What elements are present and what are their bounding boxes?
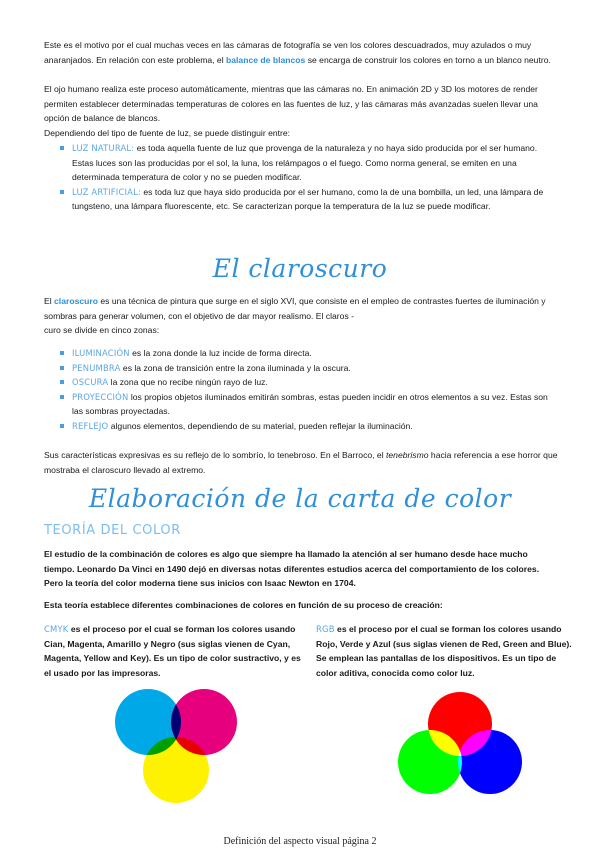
text: El [44,296,55,306]
item-text: los propios objetos iluminados emitirán sombras, estas pueden incidir en otros elementos a su vez. Estas son las sombras proyectadas. [72,391,548,417]
green-circle [398,730,462,794]
list-item [60,185,560,214]
cmyk-text: es el proceso por el cual se forman los colores usando Cian, Magenta, Amarillo y Negro (sus siglas vienen de Cyan, Magenta, Yellow and Key). Es un tipo de color sustractivo, y es el usado por las impresoras. [44,624,301,678]
item-text: es la zona de transición entre la zona iluminada y la oscura. [120,362,351,373]
cmyk-venn-diagram [108,686,248,816]
list-item [60,390,560,419]
item-label: ILUMINACIÓN [72,348,130,358]
page-footer: Definición del aspecto visual página 2 [223,836,377,847]
rgb-text: es el proceso por el cual se forman los colores usando Rojo, Verde y Azul (sus siglas vienen de Red, Green and Blue). Se emplean las pantallas de los dispositivos. Es un tipo de color aditiva, conocida como color luz. [316,624,572,678]
bullet-icon [60,146,64,150]
item-label: REFLEJO [72,420,109,431]
list-item [60,375,560,390]
cmyk-description [44,622,306,680]
section-heading-teoria-del-color: TEORÍA DEL COLOR [44,523,181,538]
item-text: es la zona donde la luz incide de forma directa. [129,348,312,358]
zones-list [60,346,560,434]
item-label: PENUMBRA [72,362,121,373]
item-text: es toda luz que haya sido producida por el ser humano, como la de una bombilla, un led, una lámpara de tungsteno, una lámpara fluorescente, etc. Se caracterizan porque la temperatura de la luz se puede modificar. [72,186,544,212]
yellow-circle [143,737,209,803]
heading-carta-de-color: Elaboración de la carta de color [88,484,512,513]
bullet-icon [60,190,64,194]
blue-circle [458,730,522,794]
list-item [60,361,560,376]
text: curo se divide en cinco zonas: [44,325,160,336]
item-text: es toda aquella fuente de luz que provenga de la naturaleza y no haya sido producida por el ser humano. Estas luces son las producidas por el sol, la luna, los relámpagos o el fuego. Como norma general, se emiten en una determinada temperatura de color y no se pueden modificar. [72,143,538,183]
item-label: LUZ ARTIFICIAL: [72,186,141,197]
paragraph-balance [44,38,558,67]
rgb-description [316,622,578,680]
list-item [60,346,560,361]
text: Sus características expresivas es su reflejo de lo sombrío, lo tenebroso. En el Barroco, el [44,450,387,460]
list-item [60,419,560,434]
text: es una técnica de pintura que surge en el siglo XVI, que consiste en el empleo de contrastes fuertes de iluminación y sombras para generar volumen, con el objetivo de dar mayor realismo. El claros - [44,296,546,321]
item-label: OSCURA [72,377,109,388]
bullet-icon [60,366,64,370]
paragraph-ojo-humano: El ojo humano realiza este proceso automáticamente, mientras que las cámaras no. En animación 2D y 3D los motores de render permiten establecer determinadas temperaturas de colores en las fuentes de luz, y las cámaras más avanzadas suelen llevar una opción de balance de blancos. [44,84,538,124]
cmyk-label: CMYK [44,624,69,634]
item-label: PROYECCIÓN [72,391,129,402]
bullet-icon [60,380,64,384]
item-text: la zona que no recibe ningún rayo de luz. [108,377,268,388]
paragraph-fuente-luz: Dependiendo del tipo de fuente de luz, se puede distinguir entre: [44,128,291,138]
bullet-icon [60,395,64,399]
text: se encarga de construir los colores en torno a un blanco neutro. [305,54,551,65]
rgb-label: RGB [316,624,335,634]
heading-claroscuro: El claroscuro [212,254,388,283]
paragraph-teoria: El estudio de la combinación de colores es algo que siempre ha llamado la atención al ser humano desde hace mucho tiempo. Leonardo Da Vinci en 1490 dejó en diversas notas diferentes estudios acerca del comportamiento de los colores. Pero la teoría del color moderna tiene sus inicios con Isaac Newton en 1704. [44,549,540,589]
list-item [60,141,560,185]
text: Este es el motivo por el cual muchas veces en las cámaras de fotografía se ven los colores descuadrados, muy azulados o muy anaranjados. En relación con este problema, el [44,40,532,65]
light-types-list [60,141,560,214]
bullet-icon [60,351,64,355]
text: hacia referencia a ese horror que mostraba el claroscuro llevado al extremo. [44,450,558,475]
term-claroscuro: claroscuro [54,296,98,306]
rgb-venn-diagram [390,690,530,820]
item-text: algunos elementos, dependiendo de su material, pueden reflejar la iluminación. [108,420,413,431]
term-balance-de-blancos: balance de blancos [226,54,306,65]
paragraph-combinaciones: Esta teoría establece diferentes combinaciones de colores en función de su proceso de creación: [44,600,443,610]
paragraph-claroscuro [44,294,558,338]
paragraph-tenebrismo [44,448,558,477]
bullet-icon [60,424,64,428]
term-tenebrismo: tenebrismo [386,450,429,460]
item-label: LUZ NATURAL: [72,143,135,153]
